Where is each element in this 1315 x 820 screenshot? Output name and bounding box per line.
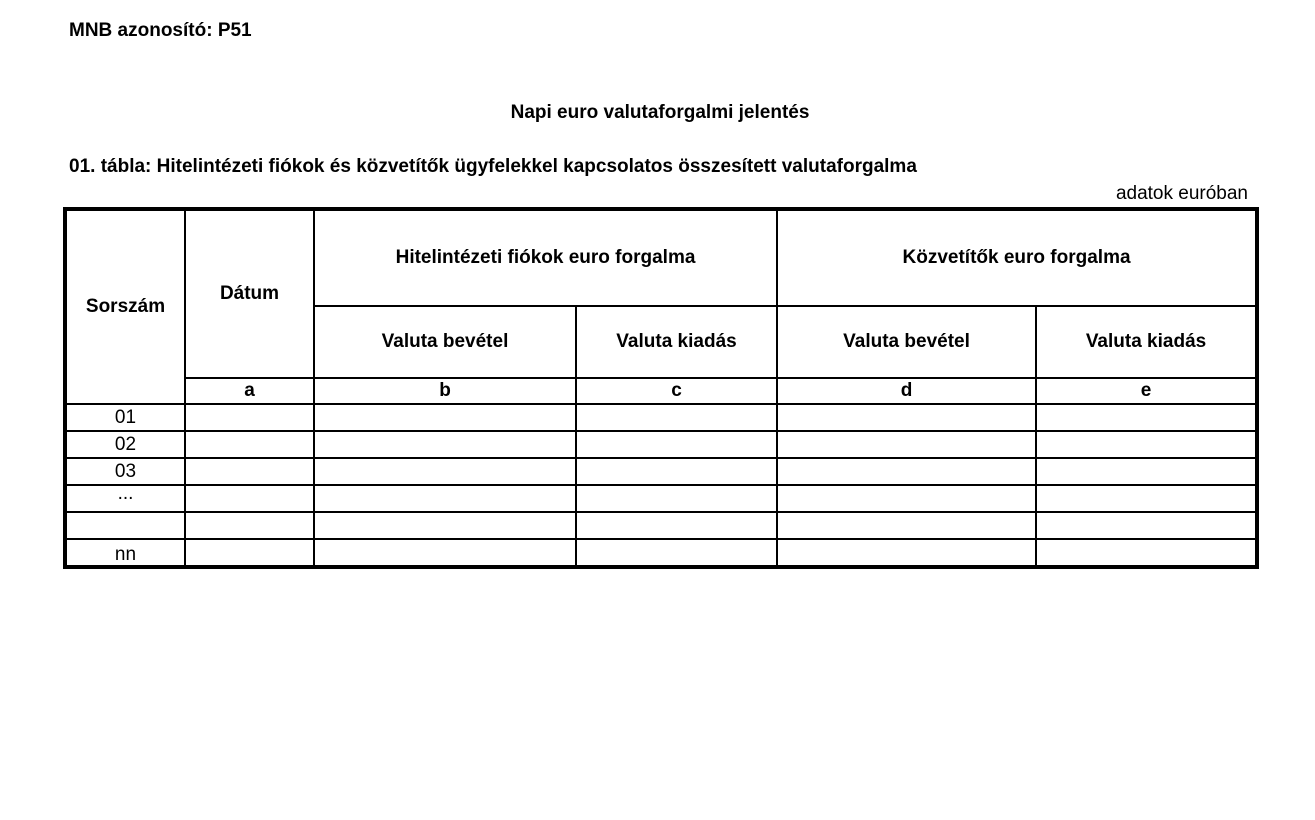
header-datum: Dátum [185, 209, 314, 378]
table-row [65, 512, 1257, 539]
column-code-a: a [185, 378, 314, 404]
header-sorszam: Sorszám [65, 209, 185, 404]
cell-fiok-bevetel [314, 458, 576, 485]
cell-fiok-bevetel [314, 485, 576, 512]
table-row [65, 431, 1257, 458]
cell-kozv-kiadas [1036, 404, 1257, 431]
cell-kozv-bevetel [777, 485, 1036, 512]
cell-fiok-bevetel [314, 431, 576, 458]
cell-datum [185, 539, 314, 567]
row-number: 02 [65, 431, 185, 458]
mnb-identifier: MNB azonosító: P51 [69, 20, 252, 41]
report-table [63, 207, 1259, 569]
table-row [65, 485, 1257, 512]
cell-datum [185, 458, 314, 485]
cell-fiok-bevetel [314, 404, 576, 431]
row-number [65, 512, 185, 539]
column-code-c: c [576, 378, 777, 404]
table-title: 01. tábla: Hitelintézeti fiókok és közvetítők ügyfelekkel kapcsolatos összesített valutaforgalma [69, 156, 917, 177]
column-code-e: e [1036, 378, 1257, 404]
cell-fiok-kiadas [576, 512, 777, 539]
cell-kozv-kiadas [1036, 512, 1257, 539]
table-row [65, 539, 1257, 567]
cell-kozv-kiadas [1036, 539, 1257, 567]
header-group-kozvetito: Közvetítők euro forgalma [777, 209, 1257, 306]
cell-fiok-kiadas [576, 404, 777, 431]
cell-datum [185, 512, 314, 539]
header-kozv-bevetel: Valuta bevétel [777, 306, 1036, 378]
cell-fiok-bevetel [314, 512, 576, 539]
cell-kozv-bevetel [777, 458, 1036, 485]
cell-fiok-kiadas [576, 539, 777, 567]
cell-datum [185, 431, 314, 458]
header-group-fiok: Hitelintézeti fiókok euro forgalma [314, 209, 777, 306]
column-code-b: b [314, 378, 576, 404]
header-fiok-bevetel: Valuta bevétel [314, 306, 576, 378]
cell-kozv-bevetel [777, 431, 1036, 458]
row-number: 03 [65, 458, 185, 485]
header-fiok-kiadas: Valuta kiadás [576, 306, 777, 378]
cell-kozv-bevetel [777, 512, 1036, 539]
column-code-d: d [777, 378, 1036, 404]
header-kozv-kiadas: Valuta kiadás [1036, 306, 1257, 378]
table-row [65, 404, 1257, 431]
row-number: 01 [65, 404, 185, 431]
cell-datum [185, 485, 314, 512]
cell-kozv-kiadas [1036, 458, 1257, 485]
cell-kozv-kiadas [1036, 431, 1257, 458]
table-row [65, 458, 1257, 485]
cell-fiok-bevetel [314, 539, 576, 567]
cell-fiok-kiadas [576, 485, 777, 512]
cell-kozv-bevetel [777, 404, 1036, 431]
unit-note: adatok euróban [1115, 183, 1248, 204]
report-title: Napi euro valutaforgalmi jelentés [510, 102, 810, 123]
row-number: nn [65, 539, 185, 567]
cell-fiok-kiadas [576, 458, 777, 485]
row-number: ... [65, 485, 185, 512]
cell-kozv-kiadas [1036, 485, 1257, 512]
cell-fiok-kiadas [576, 431, 777, 458]
cell-datum [185, 404, 314, 431]
cell-kozv-bevetel [777, 539, 1036, 567]
